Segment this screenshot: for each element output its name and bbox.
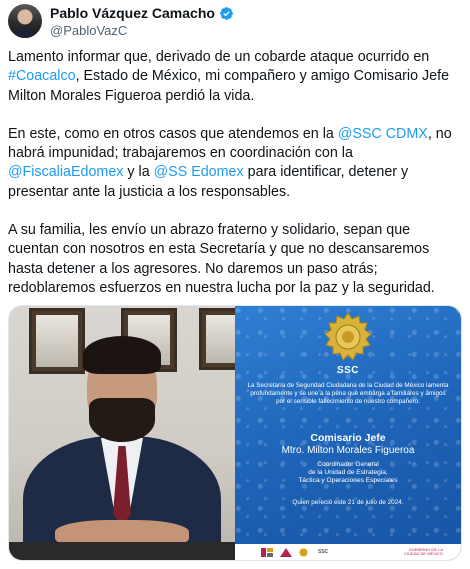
avatar[interactable] — [8, 4, 42, 38]
text-segment: para identificar, detener y presentar ante la justicia a los responsables. — [8, 164, 409, 200]
wall-frame — [29, 308, 85, 374]
wall-frame — [199, 308, 235, 370]
ssc-emblem-icon — [323, 312, 373, 362]
city-logo-icon — [280, 548, 292, 557]
ssc-logo-icon — [299, 548, 311, 557]
card-body-text: La Secretaría de Seguridad Ciudadana de la Ciudad de México lamenta profundamente y se une a la pena que embarga a familiares y amigos por el sensible fallecimiento de nuestro compañero: — [247, 382, 449, 405]
portrait-beard — [89, 398, 155, 442]
card-role-line: Táctica y Operaciones Especiales — [298, 477, 398, 485]
author-handle[interactable]: @PabloVazC — [50, 23, 128, 38]
author-display-name[interactable]: Pablo Vázquez Camacho — [50, 5, 215, 21]
text-segment: y la — [123, 164, 154, 181]
text-segment: , Estado de México, mi compañero y amigo Comisario Jefe Milton Morales Figueroa perdió la vida. — [8, 68, 450, 104]
tweet-text — [8, 48, 462, 317]
mention-link-ss-edomex[interactable]: @SS Edomex — [153, 164, 244, 181]
card-title: Comisario Jefe — [310, 432, 386, 444]
mention-link-ssc-cdmx[interactable]: @SSC CDMX — [337, 125, 428, 142]
text-segment: Lamento informar que, derivado de un cobarde ataque ocurrido en — [8, 49, 430, 65]
footer-gov-line: CIUDAD DE MÉXICO — [404, 551, 443, 556]
tweet-paragraph-3: A su familia, les envío un abrazo fraterno y solidario, sepan que cuentan con nosotros en esta Secretaría y que no descansaremos hasta detener a los agresores. No daremos un paso atrás; redoblaremos esfuerzos en nuestra lucha por la paz y la seguridad. — [8, 222, 435, 296]
portrait-hair — [83, 336, 161, 374]
cdmx-logo-icon — [261, 548, 273, 557]
card-role-line: de la Unidad de Estrategia, — [308, 469, 388, 477]
media-condolence-card[interactable] — [235, 306, 461, 560]
author-name-row — [50, 5, 234, 21]
text-segment: En este, como en otros casos que atendemos en la — [8, 125, 338, 142]
tweet-paragraph-2 — [8, 125, 462, 202]
text-segment: , no habrá impunidad; trabajaremos en coordinación con la — [8, 125, 452, 162]
mention-link-fiscalia-edomex[interactable]: @FiscaliaEdomex — [8, 164, 124, 181]
card-date: Quien pereció este 21 de julio de 2024. — [292, 499, 404, 506]
hashtag-link-coacalco[interactable]: #Coacalco — [8, 68, 76, 85]
footer-gov-label — [404, 548, 443, 557]
footer-ssc-label: SSC — [318, 549, 329, 555]
footer-gov-line: GOBIERNO DE LA — [408, 546, 443, 552]
card-role-line: Coordinador General — [317, 461, 379, 468]
card-footer — [235, 544, 461, 560]
card-ssc-label: SSC — [336, 365, 360, 376]
tweet-paragraph-1 — [8, 48, 462, 106]
tweet-media[interactable] — [8, 305, 462, 561]
desk — [9, 542, 235, 560]
tweet-header — [8, 4, 462, 40]
verified-badge-icon — [219, 6, 234, 21]
card-name: Mtro. Milton Morales Figueroa — [281, 445, 415, 456]
media-photo-portrait[interactable] — [9, 306, 235, 560]
card-role — [255, 461, 441, 486]
